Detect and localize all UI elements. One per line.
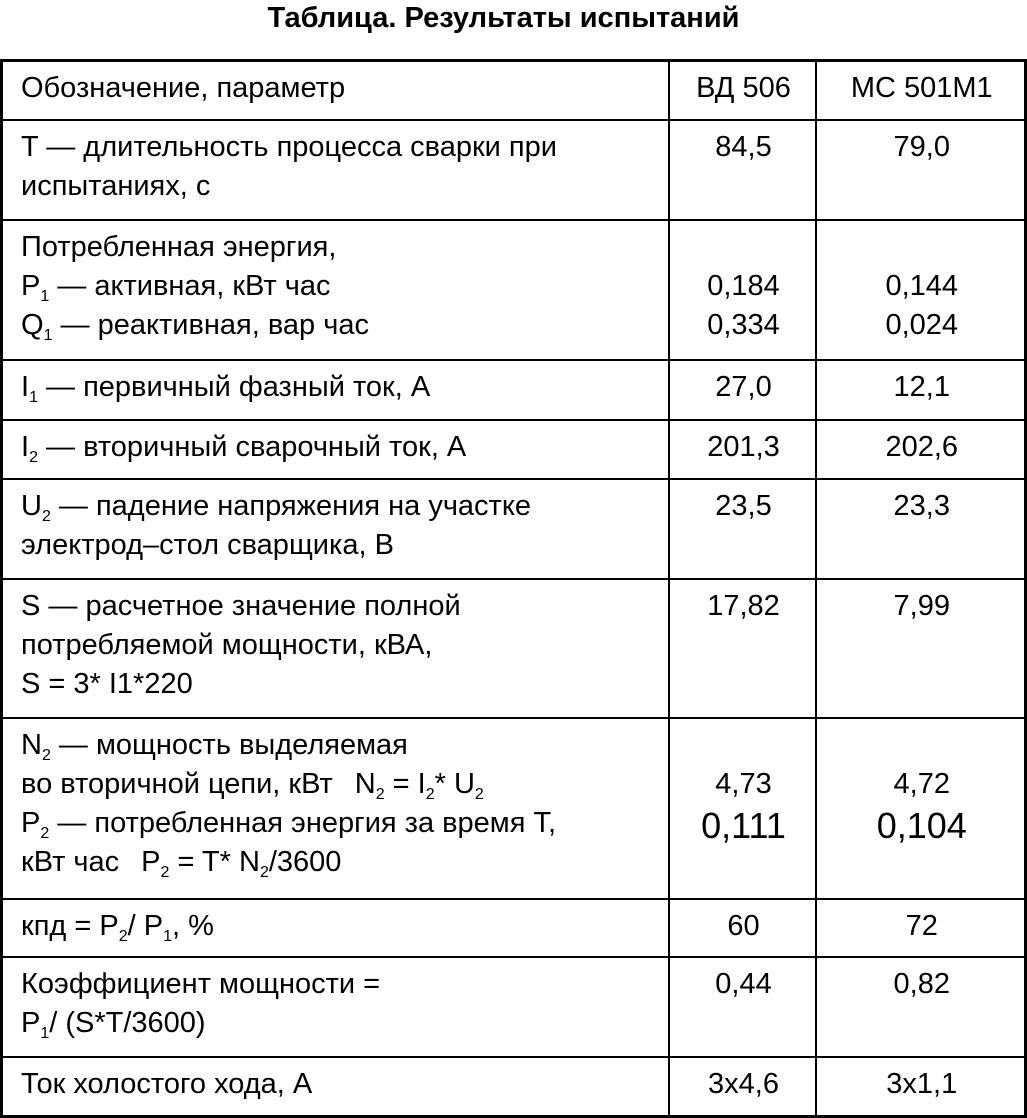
table-title: Таблица. Результаты испытаний — [267, 2, 740, 34]
param-cell: Ток холостого хода, А — [2, 1057, 669, 1117]
param-cell: Коэффициент мощности = $P_1/$ (S*T/3600) — [2, 957, 669, 1057]
value-vd506: 84,5 — [669, 120, 816, 220]
value-ms501m1: 12,1 — [816, 360, 1026, 420]
value-ms501m1: 0,82 — [816, 957, 1026, 1057]
param-cell: $N_2$ — мощность выделяемая во вторичной цепи, кВт $N_2 = I_2*$ $U_2$ $P_2$ — потребленная энергия за время T, кВт час $P_2 = T*$ $N_2/3600$ — [2, 718, 669, 899]
value-vd506: 4,73 0,111 — [669, 718, 816, 899]
value-vd506: 27,0 — [669, 360, 816, 420]
param-text: потребляемой мощности, кВА, — [21, 628, 433, 661]
param-text: испытаниях, с — [21, 169, 211, 202]
table-row — [2, 220, 1026, 360]
param-cell — [2, 220, 669, 360]
value-ms501m1: 72 — [816, 899, 1026, 957]
param-cell: $I_1$ — первичный фазный ток, А — [2, 360, 669, 420]
header-row — [2, 61, 1026, 120]
value-ms501m1: 4,72 0,104 — [816, 718, 1026, 899]
table-row — [2, 579, 1026, 718]
value-ms501m1: 23,3 — [816, 479, 1026, 579]
param-text: $P_1$ — активная, кВт час — [21, 269, 331, 305]
value-ms501m1: 79,0 — [816, 120, 1026, 220]
param-cell — [2, 579, 669, 718]
value-vd506: 201,3 — [669, 420, 816, 479]
param-cell: $I_2$ — вторичный сварочный ток, А — [2, 420, 669, 479]
results-table — [0, 59, 1027, 1118]
param-text: электрод–стол сварщика, В — [21, 528, 394, 561]
param-cell: кпд = $P_2/$ $P_1$, % — [2, 899, 669, 957]
param-text: Потребленная энергия, — [21, 230, 337, 263]
param-text: $Q_1$ — реактивная, вар час — [21, 308, 369, 344]
value-vd506: 60 — [669, 899, 816, 957]
param-text: T — длительность процесса сварки при — [21, 130, 557, 163]
value-ms501m1: 202,6 — [816, 420, 1026, 479]
value-vd506: 3x4,6 — [669, 1057, 816, 1117]
table-row — [2, 1057, 1026, 1117]
value-vd506: 17,82 — [669, 579, 816, 718]
table-row — [2, 420, 1026, 479]
value-ms501m1: 0,144 0,024 — [816, 220, 1026, 360]
table-row — [2, 718, 1026, 899]
value-vd506: 0,44 — [669, 957, 816, 1057]
param-cell: $U_2$ — падение напряжения на участке электрод–стол сварщика, В — [2, 479, 669, 579]
header-param: Обозначение, параметр — [2, 61, 669, 120]
table-row — [2, 360, 1026, 420]
header-ms501m1: МС 501М1 — [816, 61, 1026, 120]
value-vd506: 0,184 0,334 — [669, 220, 816, 360]
value-vd506: 23,5 — [669, 479, 816, 579]
table-row — [2, 957, 1026, 1057]
param-text: Коэффициент мощности = — [21, 967, 381, 1000]
value-ms501m1: 3x1,1 — [816, 1057, 1026, 1117]
table-row — [2, 120, 1026, 220]
table-row — [2, 899, 1026, 957]
table-row — [2, 479, 1026, 579]
param-text: S = 3* I1*220 — [21, 667, 193, 700]
value-ms501m1: 7,99 — [816, 579, 1026, 718]
param-text: S — расчетное значение полной — [21, 589, 461, 622]
header-vd506: ВД 506 — [669, 61, 816, 120]
param-cell — [2, 120, 669, 220]
